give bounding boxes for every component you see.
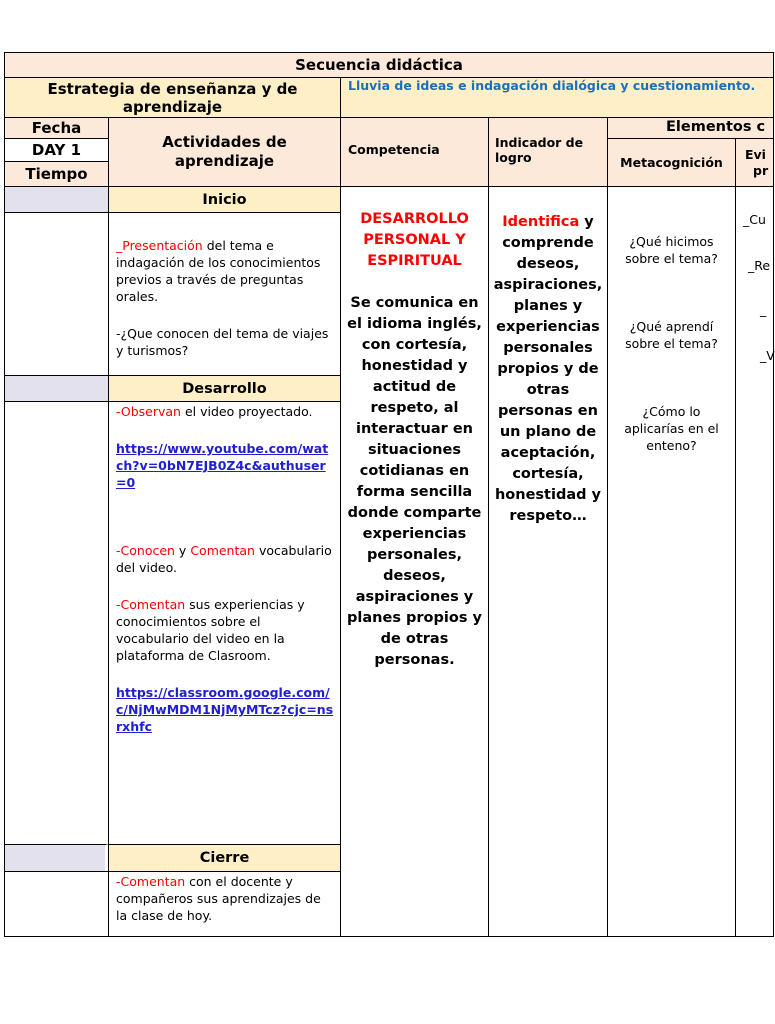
desarrollo-activity-1 [116, 403, 334, 420]
indicador-header: Indicador de logro [495, 135, 584, 165]
phase-cierre: Cierre [199, 850, 250, 866]
metacognicion-q1: ¿Qué hicimos sobre el tema? [625, 234, 718, 266]
inicio-activities-cell [108, 212, 341, 376]
cierre-time-cell [4, 844, 109, 872]
desarrollo-time-cell [4, 375, 109, 402]
competencia-cell [340, 186, 489, 937]
actividades-header: Actividades de aprendizaje [162, 133, 287, 170]
classroom-link[interactable]: https://classroom.google.com/c/NjMwMDM1NjMyMTcz?cjc=nsrxhfc [116, 685, 334, 734]
youtube-link-line [116, 440, 334, 491]
desarrollo-activity-3-verb: Comentan [120, 597, 186, 612]
indicador-header-cell [488, 117, 608, 187]
sequence-title-cell [4, 52, 774, 78]
desarrollo-activity-3-text: sus experiencias y conocimientos sobre el vocabulario del video en la plataforma de Clasroom. [116, 597, 305, 663]
evidencias-header-line1: Evi [745, 147, 766, 162]
cierre-activity-1-dash: - [116, 874, 121, 889]
evidencia-4: _V [760, 348, 775, 363]
strategy-value-cell [340, 77, 774, 118]
phase-desarrollo-cell [108, 375, 341, 402]
desarrollo-activity-3 [116, 596, 334, 664]
cierre-activity-1-verb: Comentan [120, 874, 186, 889]
evidencia-2: _Re [748, 258, 771, 273]
strategy-label: Estrategia de enseñanza y de aprendizaje [47, 79, 298, 116]
elementos-header: Elementos c [666, 119, 766, 135]
tiempo-label: Tiempo [25, 165, 88, 183]
evidencia-3: _ [760, 302, 767, 317]
fecha-label: Fecha [31, 119, 82, 137]
metacognicion-header: Metacognición [620, 155, 723, 170]
indicador-verb: Identifica [502, 214, 580, 230]
competencia-header: Competencia [348, 142, 440, 157]
phase-desarrollo: Desarrollo [182, 380, 267, 397]
phase-inicio-cell [108, 186, 341, 213]
desarrollo-activity-3-dash: - [116, 597, 121, 612]
elementos-header-cell [607, 117, 774, 139]
desarrollo-activity-2-text: vocabulario del video. [116, 543, 332, 575]
strategy-value: Lluvia de ideas e indagación dialógica y cuestionamiento. [348, 78, 756, 93]
metacognicion-q3: ¿Cómo lo aplicarías en el enteno? [624, 404, 719, 453]
desarrollo-activity-2 [116, 542, 334, 576]
phase-cierre-cell [108, 844, 341, 872]
classroom-link-line [116, 684, 334, 735]
inicio-time-body [4, 212, 109, 376]
metacognicion-header-cell [607, 138, 736, 187]
desarrollo-activity-2-dash: - [116, 543, 121, 558]
evidencias-header-line2: pr [753, 163, 769, 178]
youtube-link[interactable]: https://www.youtube.com/watch?v=0bN7EJB0Z4c&authuser=0 [116, 441, 329, 490]
evidencia-1: _Cu [743, 212, 766, 227]
evidencias-header-cell [735, 138, 774, 187]
actividades-header-cell [108, 117, 341, 187]
inicio-activity-1 [116, 237, 334, 305]
desarrollo-time-body [4, 401, 109, 845]
day-label: DAY 1 [31, 141, 82, 159]
fecha-label-cell [4, 117, 109, 139]
cierre-activity-1-text: con el docente y compañeros sus aprendizajes de la clase de hoy. [116, 874, 321, 923]
tiempo-label-cell [4, 161, 109, 187]
indicador-text [493, 212, 603, 527]
day-label-cell [4, 138, 109, 162]
desarrollo-activity-1-verb: Observan [120, 404, 181, 419]
metacognicion-q2: ¿Qué aprendí sobre el tema? [625, 319, 718, 351]
cierre-time-body [4, 871, 109, 937]
desarrollo-activity-2-conj: y [174, 543, 191, 558]
sequence-title: Secuencia didáctica [295, 56, 463, 74]
competencia-text: Se comunica en el idioma inglés, con cortesía, honestidad y actitud de respeto, al interactuar en situaciones cotidianas en forma sencilla donde comparte experiencias personales, deseos, aspiraciones y planes propios y de otras personas. [347, 295, 482, 668]
cierre-activities-cell [108, 871, 341, 937]
indicador-rest: y comprende deseos, aspiraciones, planes y experiencias personales propios y de otras personas en un plano de aceptación, cortesía, honestidad y respeto… [493, 214, 603, 524]
desarrollo-activity-2-verb-2: Comentan [190, 543, 255, 558]
competencia-header-cell [340, 117, 489, 187]
desarrollo-activity-1-text: el video proyectado. [180, 404, 313, 419]
cierre-activity-1 [116, 873, 334, 924]
desarrollo-activities-cell [108, 401, 341, 845]
inicio-time-cell [4, 186, 109, 213]
competencia-title: DESARROLLO PERSONAL Y ESPIRITUAL [360, 211, 469, 269]
indicador-cell [488, 186, 608, 937]
inicio-activity-2: -¿Que conocen del tema de viajes y turismos? [116, 326, 329, 358]
phase-inicio: Inicio [202, 191, 247, 208]
evidencias-cell [735, 186, 774, 937]
strategy-label-cell [4, 77, 341, 118]
inicio-activity-1-verb: _Presentación [116, 238, 203, 253]
metacognicion-cell [607, 186, 736, 937]
inicio-activity-1-text: del tema e indagación de los conocimientos previos a través de preguntas orales. [116, 238, 321, 304]
desarrollo-activity-2-verb-1: Conocen [120, 543, 175, 558]
desarrollo-activity-1-dash: - [116, 404, 121, 419]
